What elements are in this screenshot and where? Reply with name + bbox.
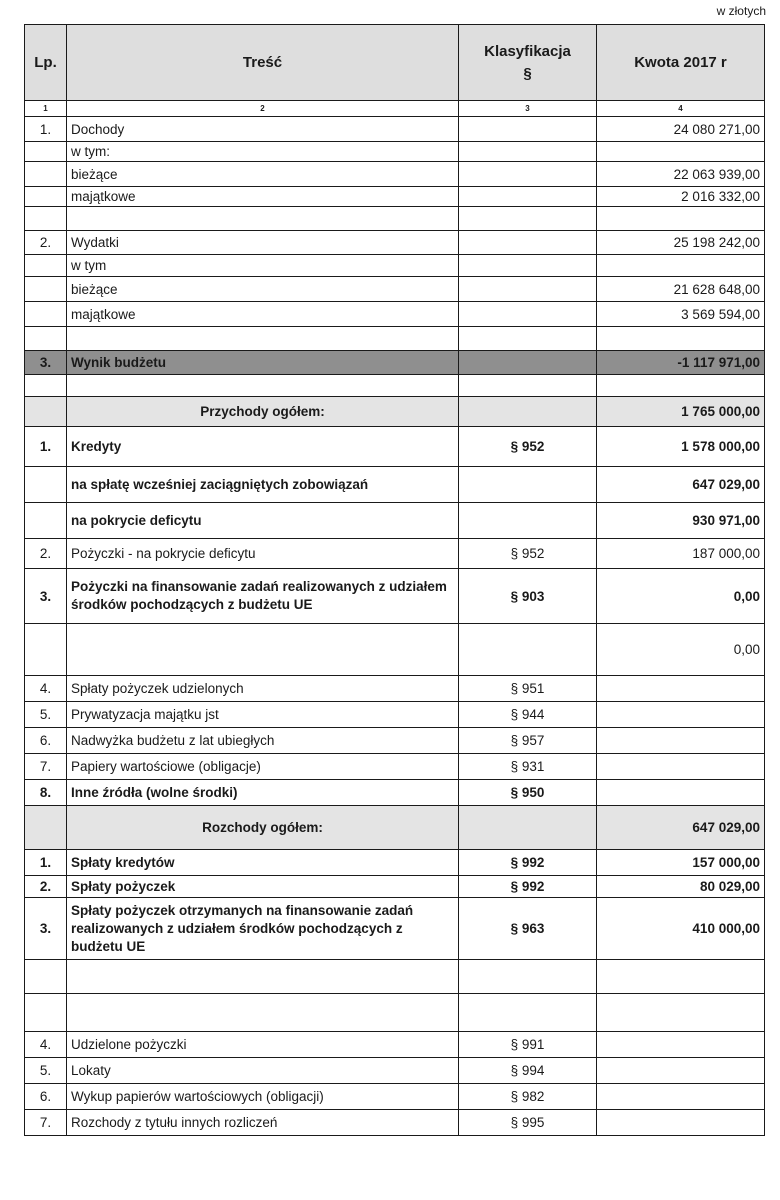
table-row	[25, 569, 765, 624]
row-lp	[25, 375, 67, 397]
row-tresc: Wynik budżetu	[67, 351, 459, 375]
row-klasyfikacja: § 992	[459, 850, 597, 876]
row-klasyfikacja	[459, 327, 597, 351]
unit-note: w złotych	[716, 4, 766, 18]
header-row	[25, 25, 765, 101]
table-row	[25, 427, 765, 467]
table-row	[25, 1032, 765, 1058]
row-klasyfikacja: § 992	[459, 876, 597, 898]
row-klasyfikacja	[459, 277, 597, 302]
row-klasyfikacja: § 994	[459, 1058, 597, 1084]
row-kwota	[597, 1032, 765, 1058]
row-kwota: 21 628 648,00	[597, 277, 765, 302]
col-number: 4	[597, 101, 765, 117]
row-tresc: majątkowe	[67, 302, 459, 327]
row-kwota	[597, 375, 765, 397]
row-lp: 5.	[25, 1058, 67, 1084]
row-lp: 3.	[25, 898, 67, 960]
table-row	[25, 503, 765, 539]
row-tresc	[67, 624, 459, 676]
budget-table	[24, 24, 765, 1136]
table-row	[25, 898, 765, 960]
row-lp: 2.	[25, 539, 67, 569]
row-klasyfikacja: § 982	[459, 1084, 597, 1110]
row-kwota	[597, 255, 765, 277]
row-lp: 7.	[25, 754, 67, 780]
row-tresc: Udzielone pożyczki	[67, 1032, 459, 1058]
row-lp	[25, 806, 67, 850]
row-lp: 8.	[25, 780, 67, 806]
table-row	[25, 850, 765, 876]
row-kwota	[597, 994, 765, 1032]
row-klasyfikacja	[459, 467, 597, 503]
row-kwota: 0,00	[597, 624, 765, 676]
row-kwota: 187 000,00	[597, 539, 765, 569]
row-klasyfikacja	[459, 162, 597, 187]
row-lp	[25, 624, 67, 676]
table-row	[25, 1084, 765, 1110]
table-row	[25, 231, 765, 255]
row-tresc: Papiery wartościowe (obligacje)	[67, 754, 459, 780]
row-kwota	[597, 728, 765, 754]
row-kwota: 1 765 000,00	[597, 397, 765, 427]
row-klasyfikacja	[459, 351, 597, 375]
row-kwota: 157 000,00	[597, 850, 765, 876]
row-tresc: Spłaty pożyczek udzielonych	[67, 676, 459, 702]
row-kwota: -1 117 971,00	[597, 351, 765, 375]
row-klasyfikacja	[459, 960, 597, 994]
table-row	[25, 162, 765, 187]
row-kwota: 25 198 242,00	[597, 231, 765, 255]
row-kwota: 22 063 939,00	[597, 162, 765, 187]
table-row	[25, 994, 765, 1032]
row-tresc	[67, 207, 459, 231]
row-klasyfikacja	[459, 187, 597, 207]
row-tresc	[67, 375, 459, 397]
row-kwota	[597, 1110, 765, 1136]
row-klasyfikacja: § 957	[459, 728, 597, 754]
row-tresc	[67, 327, 459, 351]
row-klasyfikacja	[459, 806, 597, 850]
row-kwota	[597, 1058, 765, 1084]
row-klasyfikacja	[459, 117, 597, 142]
table-row	[25, 327, 765, 351]
row-lp	[25, 207, 67, 231]
row-lp: 1.	[25, 850, 67, 876]
row-kwota: 24 080 271,00	[597, 117, 765, 142]
row-klasyfikacja	[459, 255, 597, 277]
row-tresc: w tym:	[67, 142, 459, 162]
table-row	[25, 302, 765, 327]
row-klasyfikacja	[459, 994, 597, 1032]
row-lp	[25, 960, 67, 994]
col-number: 1	[25, 101, 67, 117]
row-lp	[25, 277, 67, 302]
row-tresc: Nadwyżka budżetu z lat ubiegłych	[67, 728, 459, 754]
row-kwota	[597, 676, 765, 702]
row-klasyfikacja	[459, 397, 597, 427]
header-tresc: Treść	[67, 25, 459, 101]
row-klasyfikacja	[459, 142, 597, 162]
table-row	[25, 676, 765, 702]
row-tresc	[67, 994, 459, 1032]
table-row	[25, 876, 765, 898]
table-row	[25, 1110, 765, 1136]
row-klasyfikacja	[459, 375, 597, 397]
row-tresc: Spłaty pożyczek otrzymanych na finansowanie zadań realizowanych z udziałem środków pochodzących z budżetu UE	[67, 898, 459, 960]
row-tresc: Pożyczki - na pokrycie deficytu	[67, 539, 459, 569]
row-tresc: Rozchody ogółem:	[67, 806, 459, 850]
row-lp	[25, 302, 67, 327]
row-tresc: Spłaty kredytów	[67, 850, 459, 876]
row-klasyfikacja	[459, 624, 597, 676]
row-kwota	[597, 754, 765, 780]
row-lp	[25, 467, 67, 503]
column-number-row	[25, 101, 765, 117]
row-kwota	[597, 142, 765, 162]
row-kwota	[597, 327, 765, 351]
row-lp: 4.	[25, 1032, 67, 1058]
row-lp: 6.	[25, 1084, 67, 1110]
row-klasyfikacja: § 952	[459, 427, 597, 467]
row-klasyfikacja: § 950	[459, 780, 597, 806]
table-row	[25, 207, 765, 231]
row-tresc	[67, 960, 459, 994]
header-klasyfikacja: Klasyfikacja §	[459, 25, 597, 101]
row-kwota: 2 016 332,00	[597, 187, 765, 207]
row-klasyfikacja	[459, 231, 597, 255]
row-lp: 1.	[25, 117, 67, 142]
table-row	[25, 728, 765, 754]
row-klasyfikacja: § 991	[459, 1032, 597, 1058]
table-row	[25, 960, 765, 994]
table-row	[25, 806, 765, 850]
row-lp	[25, 327, 67, 351]
row-klasyfikacja	[459, 207, 597, 231]
table-row	[25, 780, 765, 806]
col-number: 2	[67, 101, 459, 117]
row-tresc: bieżące	[67, 162, 459, 187]
table-row	[25, 754, 765, 780]
table-row	[25, 277, 765, 302]
row-kwota: 647 029,00	[597, 806, 765, 850]
row-tresc: Wydatki	[67, 231, 459, 255]
row-kwota	[597, 1084, 765, 1110]
row-klasyfikacja	[459, 503, 597, 539]
row-klasyfikacja: § 944	[459, 702, 597, 728]
row-kwota: 3 569 594,00	[597, 302, 765, 327]
row-tresc: na spłatę wcześniej zaciągniętych zobowiązań	[67, 467, 459, 503]
row-klasyfikacja: § 952	[459, 539, 597, 569]
row-tresc: Kredyty	[67, 427, 459, 467]
table-row	[25, 117, 765, 142]
table-row	[25, 255, 765, 277]
row-lp: 2.	[25, 231, 67, 255]
row-lp	[25, 162, 67, 187]
row-kwota	[597, 780, 765, 806]
row-tresc: Prywatyzacja majątku jst	[67, 702, 459, 728]
row-tresc: majątkowe	[67, 187, 459, 207]
table-row	[25, 397, 765, 427]
row-kwota: 930 971,00	[597, 503, 765, 539]
table-row	[25, 539, 765, 569]
row-tresc: Spłaty pożyczek	[67, 876, 459, 898]
row-lp	[25, 187, 67, 207]
row-tresc: Rozchody z tytułu innych rozliczeń	[67, 1110, 459, 1136]
row-klasyfikacja: § 931	[459, 754, 597, 780]
table-row	[25, 142, 765, 162]
table-row	[25, 187, 765, 207]
row-lp	[25, 142, 67, 162]
row-tresc: Dochody	[67, 117, 459, 142]
row-klasyfikacja	[459, 302, 597, 327]
row-kwota: 410 000,00	[597, 898, 765, 960]
row-klasyfikacja: § 995	[459, 1110, 597, 1136]
row-lp: 4.	[25, 676, 67, 702]
row-lp	[25, 503, 67, 539]
row-lp: 2.	[25, 876, 67, 898]
row-tresc: na pokrycie deficytu	[67, 503, 459, 539]
row-kwota: 0,00	[597, 569, 765, 624]
row-kwota: 1 578 000,00	[597, 427, 765, 467]
row-kwota: 80 029,00	[597, 876, 765, 898]
row-klasyfikacja: § 963	[459, 898, 597, 960]
row-klasyfikacja: § 951	[459, 676, 597, 702]
row-tresc: Lokaty	[67, 1058, 459, 1084]
table-row	[25, 1058, 765, 1084]
row-kwota	[597, 960, 765, 994]
row-tresc: Wykup papierów wartościowych (obligacji)	[67, 1084, 459, 1110]
row-kwota: 647 029,00	[597, 467, 765, 503]
table-row	[25, 467, 765, 503]
row-tresc: w tym	[67, 255, 459, 277]
col-number: 3	[459, 101, 597, 117]
row-lp	[25, 397, 67, 427]
row-lp: 5.	[25, 702, 67, 728]
header-kwota: Kwota 2017 r	[597, 25, 765, 101]
row-lp: 3.	[25, 569, 67, 624]
table-row	[25, 624, 765, 676]
header-lp: Lp.	[25, 25, 67, 101]
row-tresc: Pożyczki na finansowanie zadań realizowanych z udziałem środków pochodzących z budżetu UE	[67, 569, 459, 624]
table-row	[25, 702, 765, 728]
row-lp: 6.	[25, 728, 67, 754]
row-lp: 3.	[25, 351, 67, 375]
table-row	[25, 351, 765, 375]
row-kwota	[597, 207, 765, 231]
row-kwota	[597, 702, 765, 728]
row-tresc: Przychody ogółem:	[67, 397, 459, 427]
row-lp	[25, 255, 67, 277]
row-lp: 1.	[25, 427, 67, 467]
row-lp: 7.	[25, 1110, 67, 1136]
row-klasyfikacja: § 903	[459, 569, 597, 624]
row-tresc: bieżące	[67, 277, 459, 302]
row-lp	[25, 994, 67, 1032]
row-tresc: Inne źródła (wolne środki)	[67, 780, 459, 806]
table-row	[25, 375, 765, 397]
